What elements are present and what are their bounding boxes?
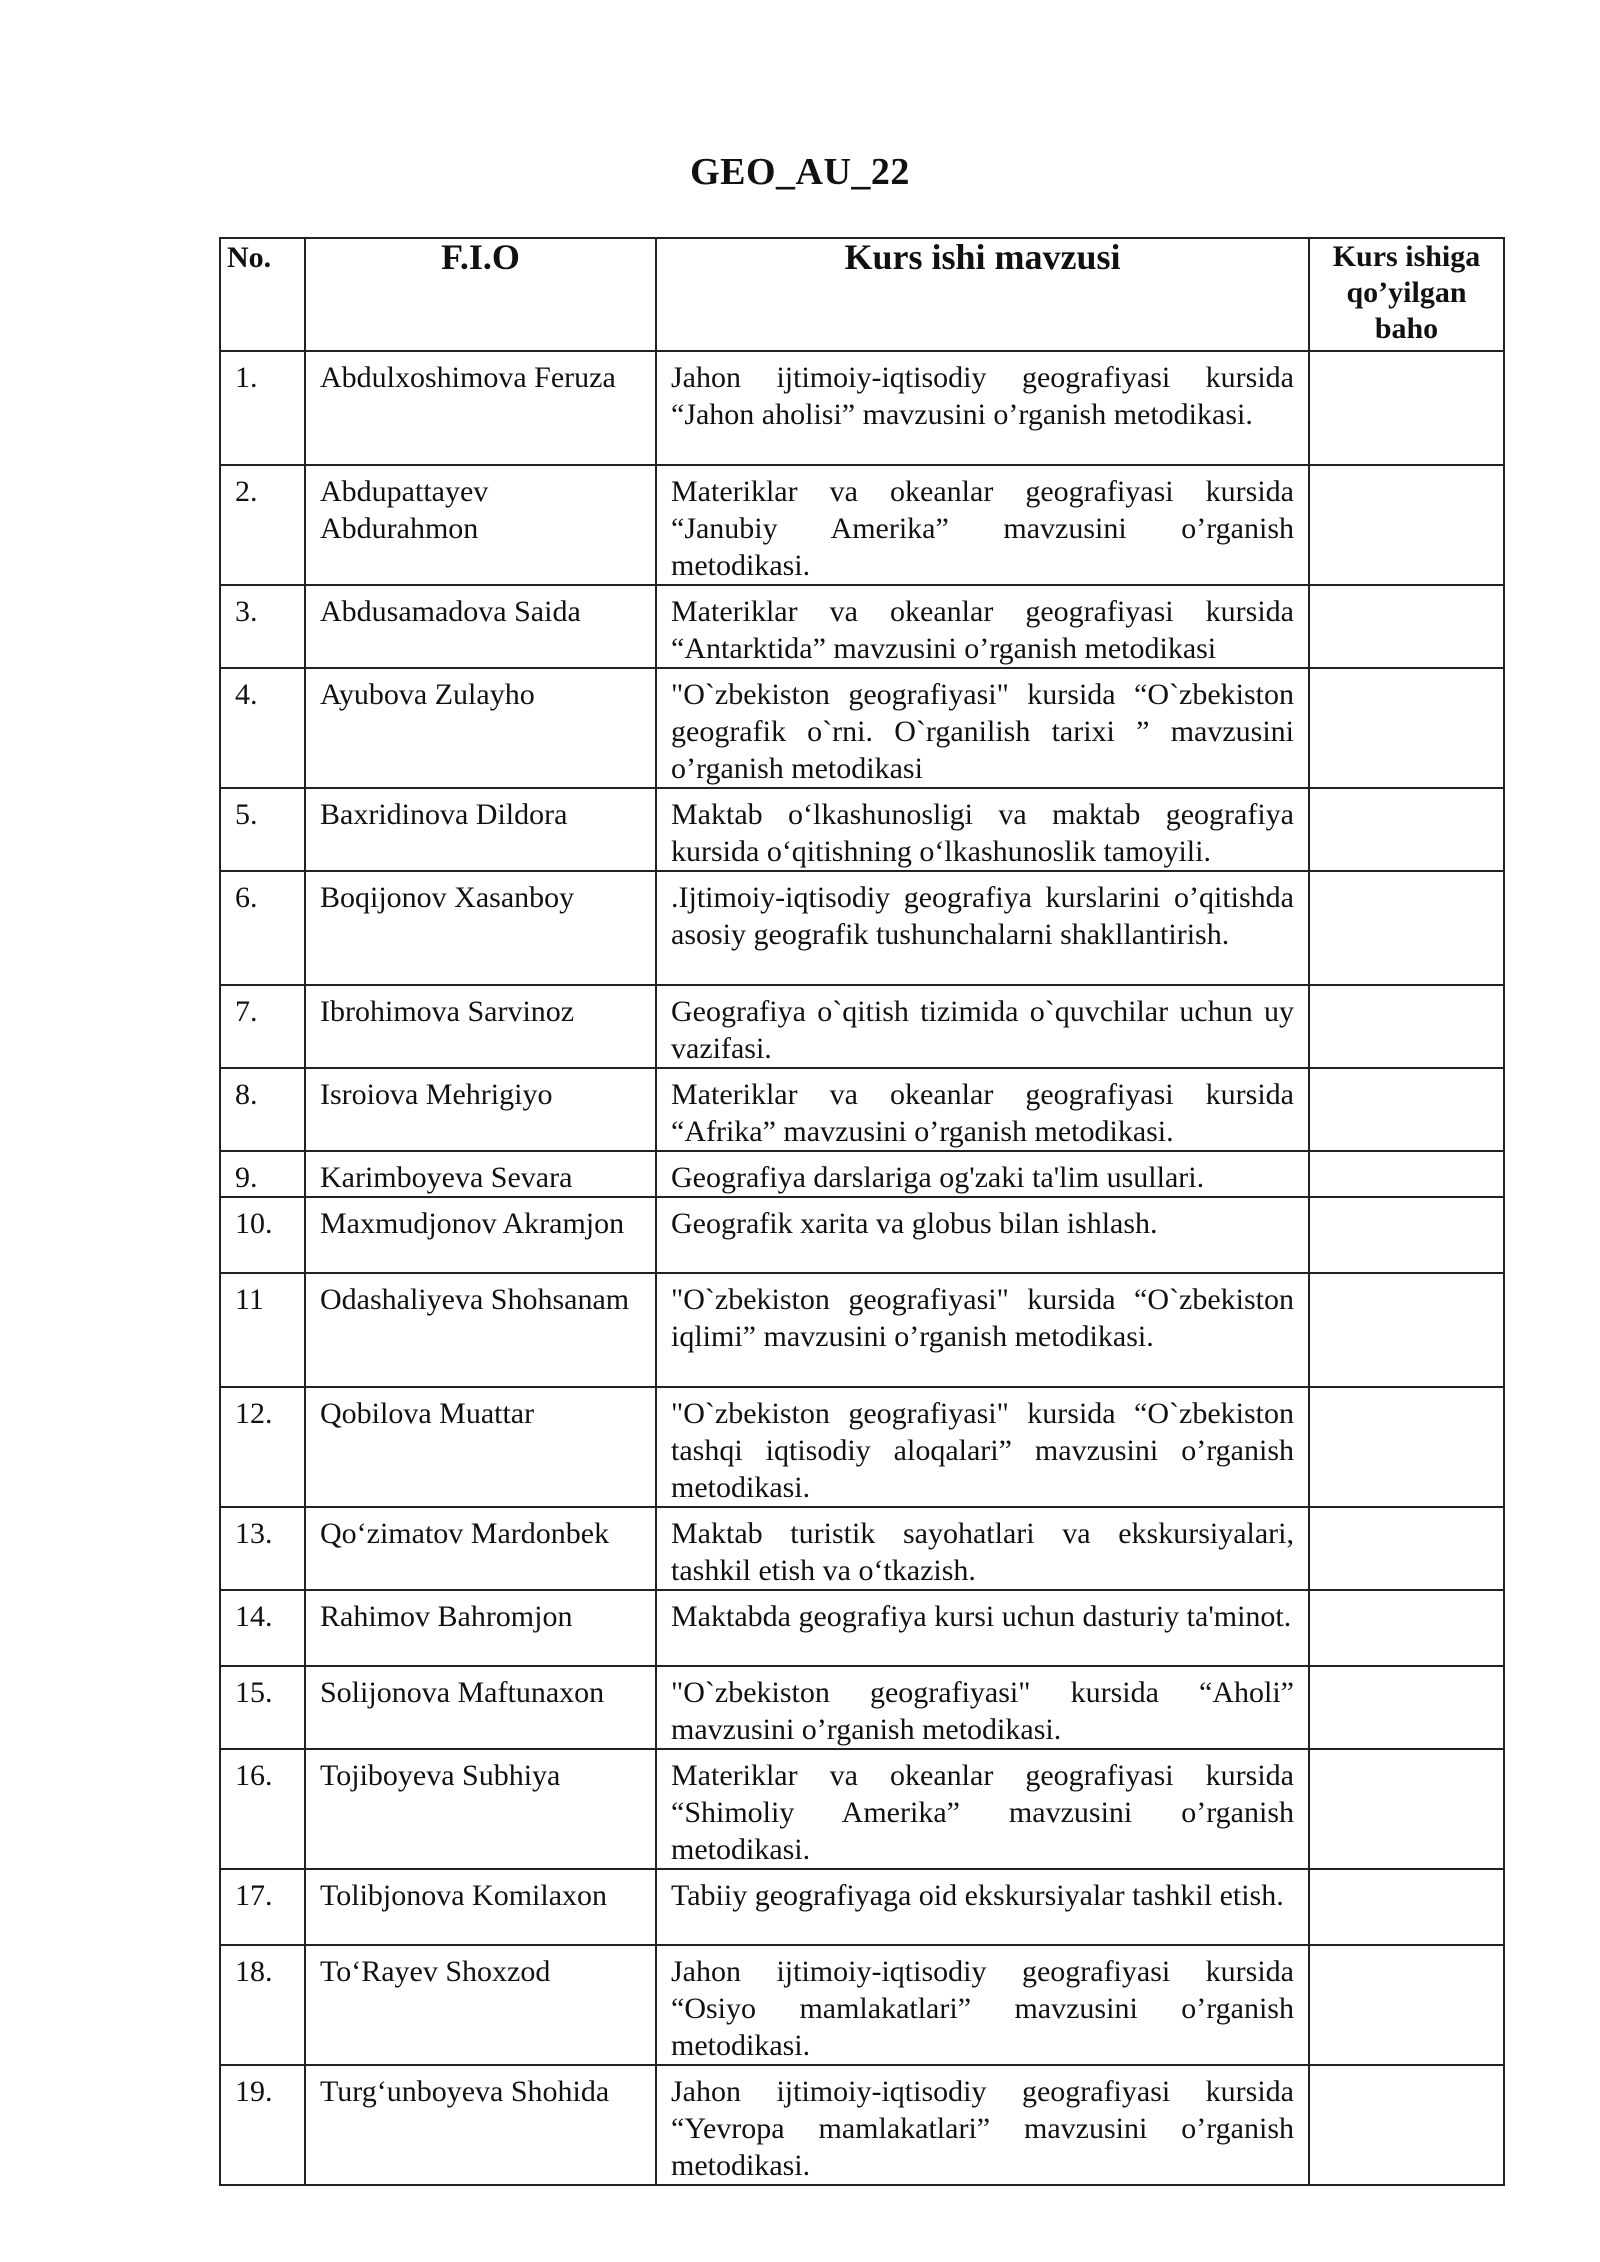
student-name: Karimboyeva Sevara <box>305 1151 656 1197</box>
row-number: 14. <box>220 1590 305 1666</box>
course-work-table <box>219 237 1505 2186</box>
course-topic: "O`zbekiston geografiyasi" kursida “Aholi” mavzusini o’rganish metodikasi. <box>656 1666 1309 1749</box>
row-number: 12. <box>220 1387 305 1507</box>
table-row <box>220 1507 1504 1590</box>
row-number: 16. <box>220 1749 305 1869</box>
row-number: 5. <box>220 788 305 871</box>
grade-cell <box>1309 1945 1504 2065</box>
table-row <box>220 1273 1504 1387</box>
table-row <box>220 668 1504 788</box>
row-number: 10. <box>220 1197 305 1273</box>
grade-cell <box>1309 1068 1504 1151</box>
grade-cell <box>1309 351 1504 465</box>
row-number: 1. <box>220 351 305 465</box>
student-name: Maxmudjonov Akramjon <box>305 1197 656 1273</box>
row-number: 4. <box>220 668 305 788</box>
row-number: 11 <box>220 1273 305 1387</box>
student-name: Rahimov Bahromjon <box>305 1590 656 1666</box>
student-name: Tolibjonova Komilaxon <box>305 1869 656 1945</box>
student-name: To‘Rayev Shoxzod <box>305 1945 656 2065</box>
course-topic: Maktab turistik sayohatlari va ekskursiyalari, tashkil etish va o‘tkazish. <box>656 1507 1309 1590</box>
grade-cell <box>1309 465 1504 585</box>
course-topic: Materiklar va okeanlar geografiyasi kursida “Shimoliy Amerika” mavzusini o’rganish metodikasi. <box>656 1749 1309 1869</box>
table-row <box>220 2065 1504 2185</box>
student-name: Solijonova Maftunaxon <box>305 1666 656 1749</box>
student-name: Abdupattayev Abdurahmon <box>305 465 656 585</box>
row-number: 6. <box>220 871 305 985</box>
row-number: 9. <box>220 1151 305 1197</box>
course-topic: Materiklar va okeanlar geografiyasi kursida “Janubiy Amerika” mavzusini o’rganish metodikasi. <box>656 465 1309 585</box>
table-row <box>220 1590 1504 1666</box>
row-number: 13. <box>220 1507 305 1590</box>
student-name: Baxridinova Dildora <box>305 788 656 871</box>
student-name: Abdulxoshimova Feruza <box>305 351 656 465</box>
header-grade: Kurs ishiga qo’yilgan baho <box>1309 238 1504 351</box>
grade-cell <box>1309 1387 1504 1507</box>
course-topic: Materiklar va okeanlar geografiyasi kursida “Afrika” mavzusini o’rganish metodikasi. <box>656 1068 1309 1151</box>
row-number: 15. <box>220 1666 305 1749</box>
grade-cell <box>1309 2065 1504 2185</box>
row-number: 7. <box>220 985 305 1068</box>
course-topic: Geografiya darslariga og'zaki ta'lim usullari. <box>656 1151 1309 1197</box>
grade-cell <box>1309 1749 1504 1869</box>
header-fio: F.I.O <box>305 238 656 351</box>
table-row <box>220 1387 1504 1507</box>
header-no: No. <box>220 238 305 351</box>
student-name: Tojiboyeva Subhiya <box>305 1749 656 1869</box>
table-header-row <box>220 238 1504 351</box>
course-topic: "O`zbekiston geografiyasi" kursida “O`zbekiston iqlimi” mavzusini o’rganish metodikasi. <box>656 1273 1309 1387</box>
course-topic: .Ijtimoiy-iqtisodiy geografiya kurslarini o’qitishda asosiy geografik tushunchalarni shakllantirish. <box>656 871 1309 985</box>
course-topic: Geografik xarita va globus bilan ishlash. <box>656 1197 1309 1273</box>
grade-cell <box>1309 985 1504 1068</box>
table-row <box>220 985 1504 1068</box>
course-topic: Maktab o‘lkashunosligi va maktab geografiya kursida o‘qitishning o‘lkashunoslik tamoyili. <box>656 788 1309 871</box>
grade-cell <box>1309 788 1504 871</box>
course-topic: "O`zbekiston geografiyasi" kursida “O`zbekiston geografik o`rni. O`rganilish tarixi ” mavzusini o’rganish metodikasi <box>656 668 1309 788</box>
table-row <box>220 1151 1504 1197</box>
table-row <box>220 585 1504 668</box>
course-topic: Geografiya o`qitish tizimida o`quvchilar uchun uy vazifasi. <box>656 985 1309 1068</box>
grade-cell <box>1309 668 1504 788</box>
student-name: Ayubova Zulayho <box>305 668 656 788</box>
student-name: Isroiova Mehrigiyo <box>305 1068 656 1151</box>
grade-cell <box>1309 1273 1504 1387</box>
course-topic: "O`zbekiston geografiyasi" kursida “O`zbekiston tashqi iqtisodiy aloqalari” mavzusini o’rganish metodikasi. <box>656 1387 1309 1507</box>
table-row <box>220 871 1504 985</box>
course-topic: Jahon ijtimoiy-iqtisodiy geografiyasi kursida “Jahon aholisi” mavzusini o’rganish metodikasi. <box>656 351 1309 465</box>
grade-cell <box>1309 1666 1504 1749</box>
grade-cell <box>1309 871 1504 985</box>
course-topic: Jahon ijtimoiy-iqtisodiy geografiyasi kursida “Yevropa mamlakatlari” mavzusini o’rganish metodikasi. <box>656 2065 1309 2185</box>
header-topic: Kurs ishi mavzusi <box>656 238 1309 351</box>
table-row <box>220 788 1504 871</box>
grade-cell <box>1309 1197 1504 1273</box>
table-row <box>220 1197 1504 1273</box>
table-row <box>220 1068 1504 1151</box>
row-number: 8. <box>220 1068 305 1151</box>
course-topic: Tabiiy geografiyaga oid ekskursiyalar tashkil etish. <box>656 1869 1309 1945</box>
row-number: 18. <box>220 1945 305 2065</box>
student-name: Qo‘zimatov Mardonbek <box>305 1507 656 1590</box>
table-row <box>220 1869 1504 1945</box>
row-number: 19. <box>220 2065 305 2185</box>
page-title: GEO_AU_22 <box>690 151 910 193</box>
table-row <box>220 351 1504 465</box>
student-name: Odashaliyeva Shohsanam <box>305 1273 656 1387</box>
row-number: 3. <box>220 585 305 668</box>
grade-cell <box>1309 1869 1504 1945</box>
student-name: Qobilova Muattar <box>305 1387 656 1507</box>
grade-cell <box>1309 1507 1504 1590</box>
grade-cell <box>1309 585 1504 668</box>
course-topic: Jahon ijtimoiy-iqtisodiy geografiyasi kursida “Osiyo mamlakatlari” mavzusini o’rganish metodikasi. <box>656 1945 1309 2065</box>
student-name: Abdusamadova Saida <box>305 585 656 668</box>
grade-cell <box>1309 1151 1504 1197</box>
row-number: 17. <box>220 1869 305 1945</box>
student-name: Boqijonov Xasanboy <box>305 871 656 985</box>
student-name: Ibrohimova Sarvinoz <box>305 985 656 1068</box>
table-row <box>220 465 1504 585</box>
grade-cell <box>1309 1590 1504 1666</box>
course-topic: Materiklar va okeanlar geografiyasi kursida “Antarktida” mavzusini o’rganish metodikasi <box>656 585 1309 668</box>
table-row <box>220 1945 1504 2065</box>
course-topic: Maktabda geografiya kursi uchun dasturiy ta'minot. <box>656 1590 1309 1666</box>
row-number: 2. <box>220 465 305 585</box>
table-row <box>220 1666 1504 1749</box>
table-row <box>220 1749 1504 1869</box>
student-name: Turg‘unboyeva Shohida <box>305 2065 656 2185</box>
